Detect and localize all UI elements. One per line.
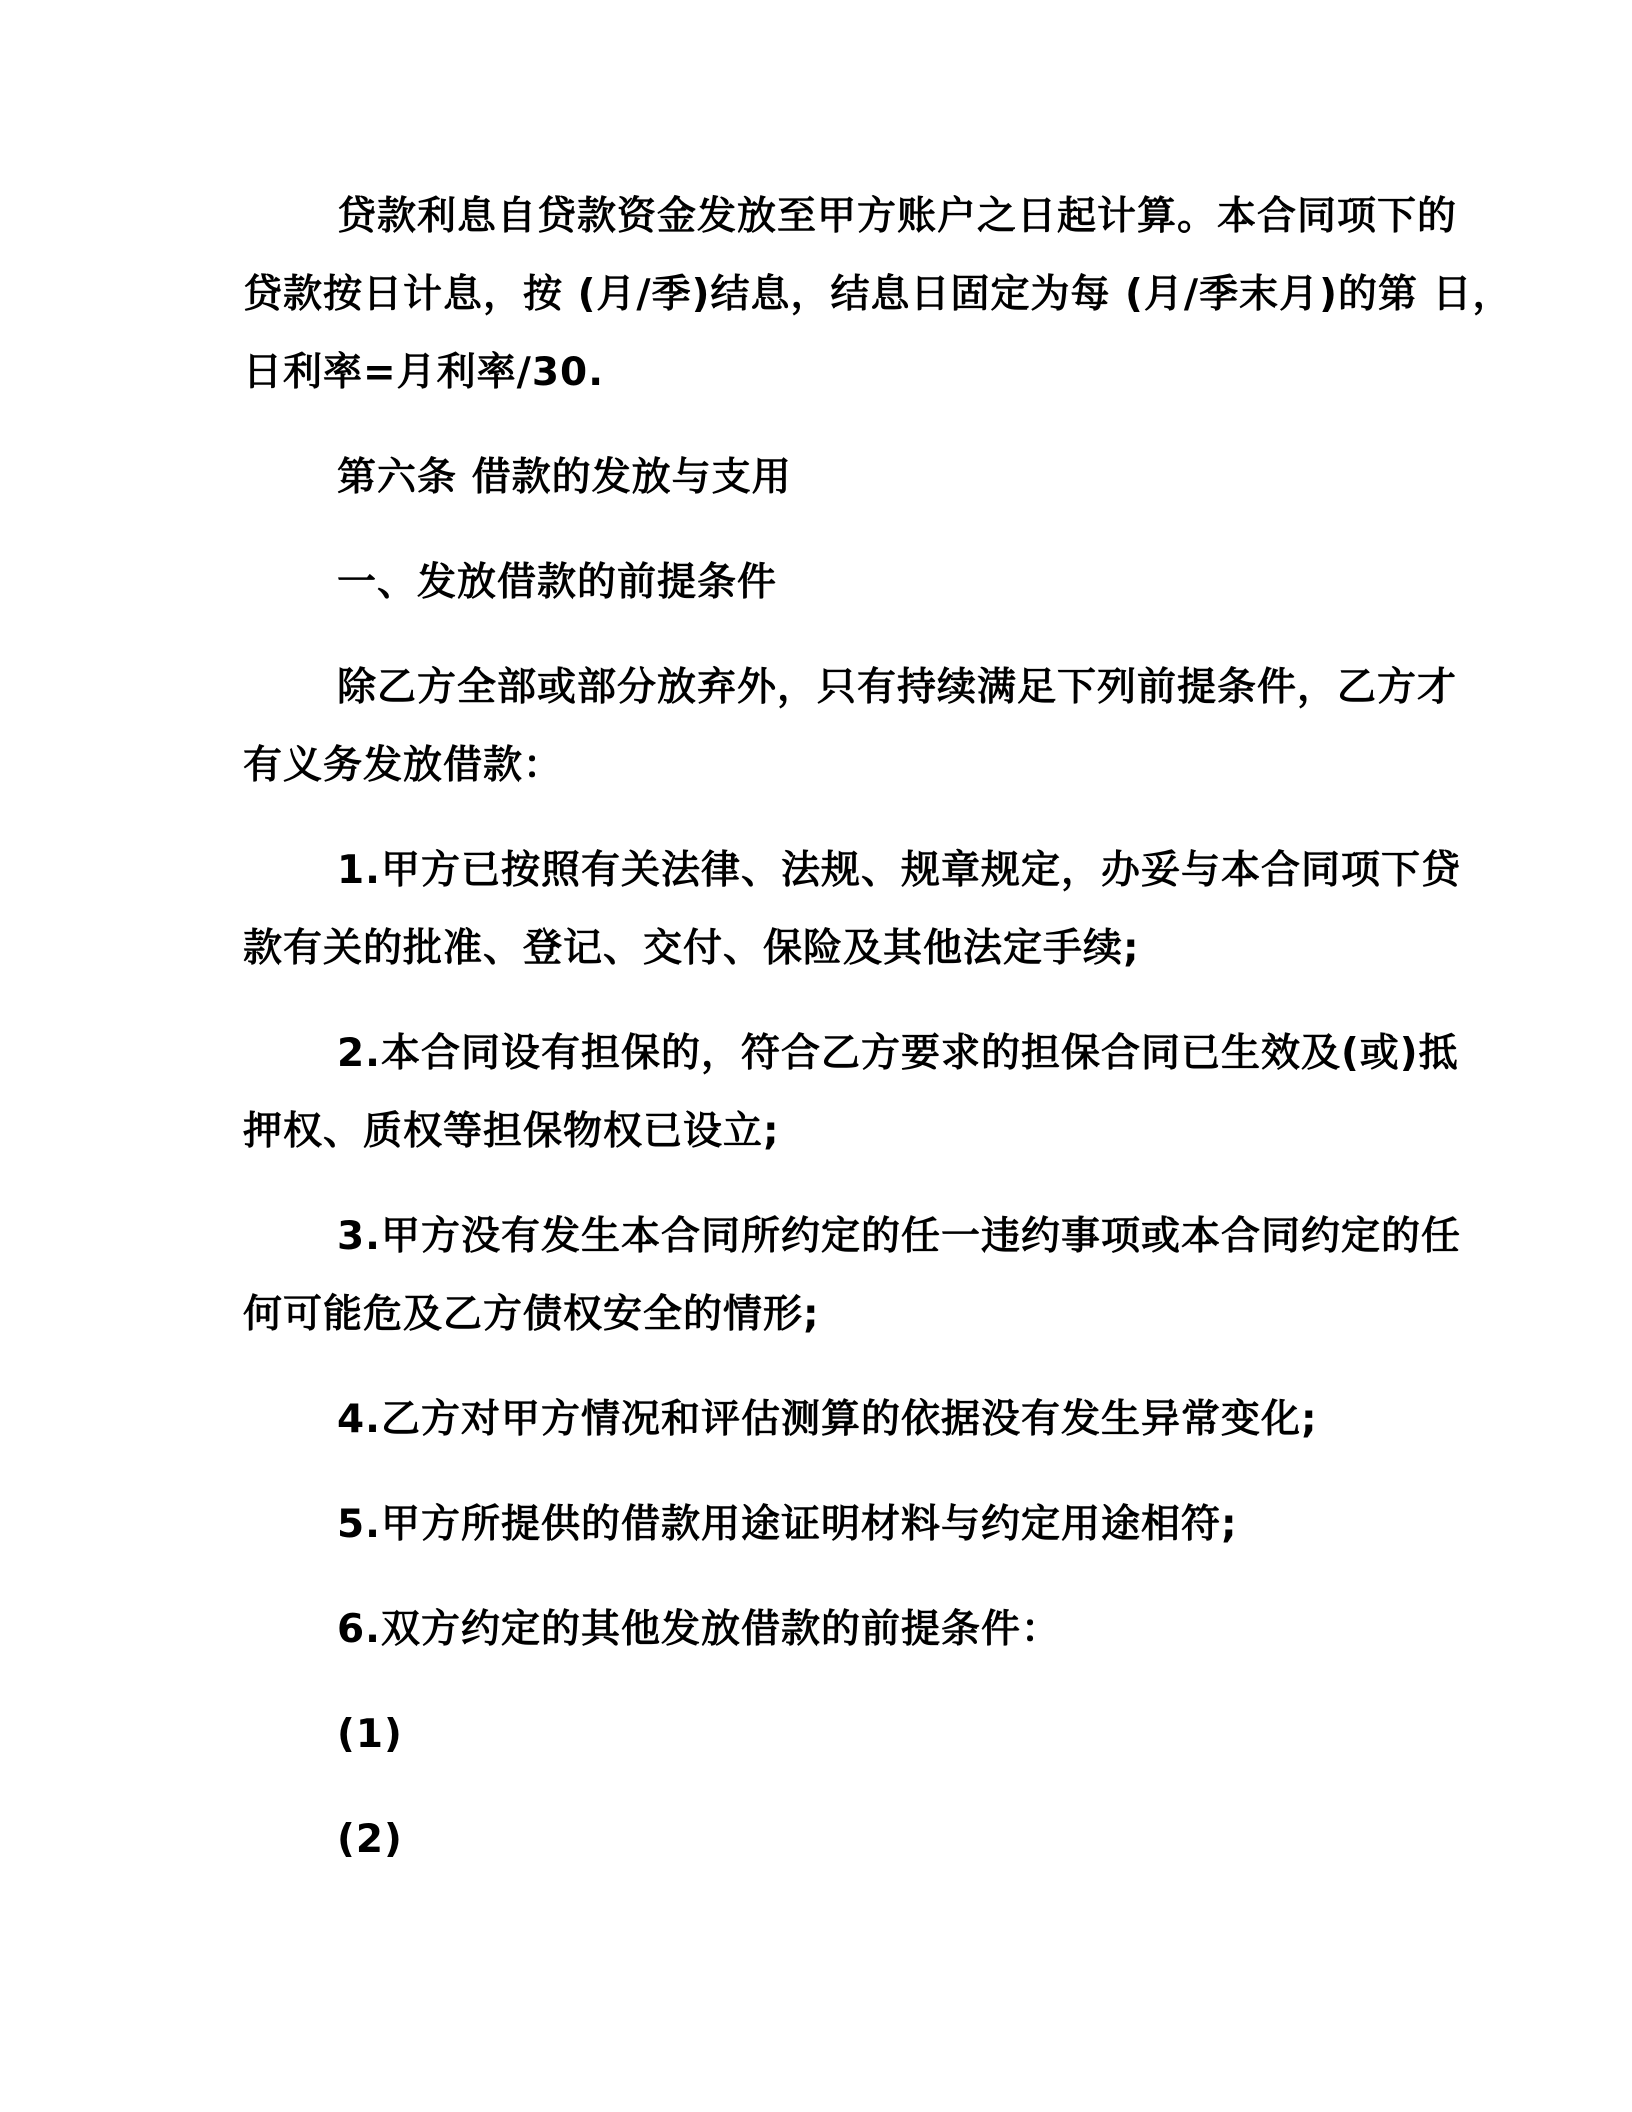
text-line: 6.双方约定的其他发放借款的前提条件：: [337, 1607, 1061, 1652]
text-line: 3.甲方没有发生本合同所约定的任一违约事项或本合同约定的任: [337, 1214, 1461, 1259]
document-paragraph: [243, 1591, 1390, 1669]
document-paragraph: [243, 1198, 1461, 1354]
heading-line: 第六条 借款的发放与支用: [337, 455, 792, 500]
text-line: 贷款利息自贷款资金发放至甲方账户之日起计算。本合同项下的: [337, 194, 1458, 239]
document-paragraph: [243, 832, 1461, 988]
document-paragraph: [243, 1486, 1390, 1564]
text-line: 贷款按日计息，按 (月/季)结息，结息日固定为每 (月/季末月)的第 日，: [243, 272, 1513, 317]
document-paragraph: [243, 1381, 1390, 1459]
document-paragraph: [243, 1696, 1390, 1774]
text-line: 押权、质权等担保物权已设立;: [243, 1109, 780, 1154]
document-paragraph: [243, 1801, 1390, 1879]
text-line: (1): [337, 1712, 403, 1757]
text-line: 5.甲方所提供的借款用途证明材料与约定用途相符;: [337, 1502, 1238, 1547]
document-heading: [243, 439, 1390, 517]
document-paragraph: [243, 1015, 1459, 1171]
text-line: 除乙方全部或部分放弃外，只有持续满足下列前提条件，乙方才: [337, 665, 1458, 710]
text-line: 4.乙方对甲方情况和评估测算的依据没有发生异常变化;: [337, 1397, 1318, 1442]
heading-line: 一、发放借款的前提条件: [337, 560, 778, 605]
document-paragraph: [243, 178, 1513, 412]
text-line: 日利率=月利率/30.: [243, 350, 605, 395]
text-line: 款有关的批准、登记、交付、保险及其他法定手续;: [243, 926, 1140, 971]
text-line: 何可能危及乙方债权安全的情形;: [243, 1292, 820, 1337]
text-line: (2): [337, 1817, 403, 1862]
document-heading: [243, 544, 1390, 622]
text-line: 有义务发放借款：: [243, 743, 564, 788]
text-line: 2.本合同设有担保的，符合乙方要求的担保合同已生效及(或)抵: [337, 1031, 1459, 1076]
document-paragraph: [243, 649, 1458, 805]
text-line: 1.甲方已按照有关法律、法规、规章规定，办妥与本合同项下贷: [337, 848, 1461, 893]
document-body: [243, 178, 1513, 1906]
